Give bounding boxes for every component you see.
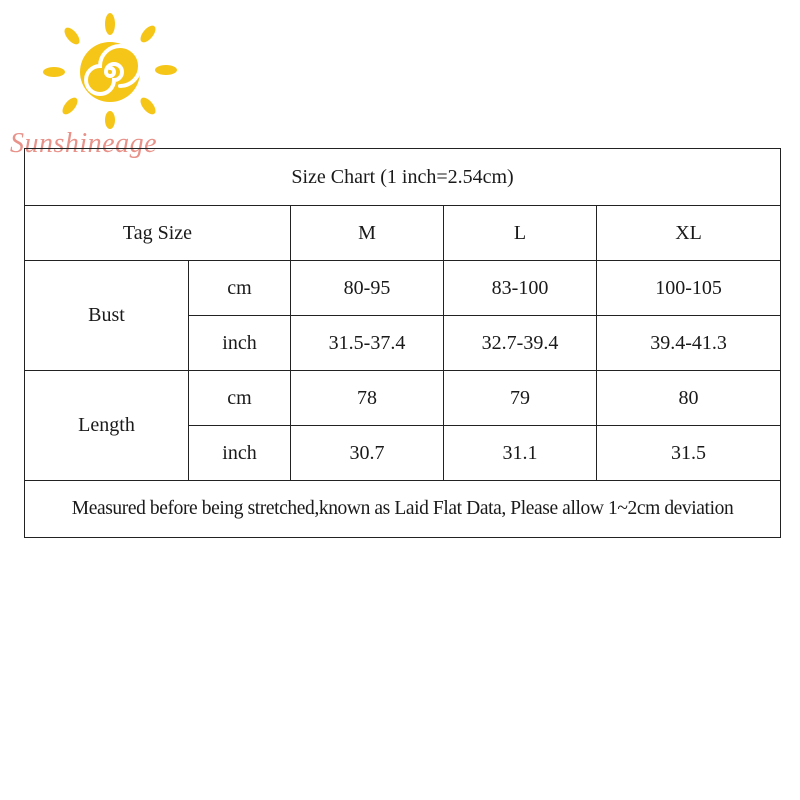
value-cell: 80-95: [291, 261, 444, 316]
value-cell: 83-100: [444, 261, 597, 316]
tag-size-label: Tag Size: [25, 206, 291, 261]
size-chart-title: Size Chart (1 inch=2.54cm): [25, 149, 781, 206]
sun-spiral-icon: [40, 12, 180, 132]
size-m-header: M: [291, 206, 444, 261]
measurement-note: Measured before being stretched,known as Laid Flat Data, Please allow 1~2cm deviation: [25, 481, 781, 538]
value-cell: 79: [444, 371, 597, 426]
table-row: [25, 261, 781, 316]
size-chart-table: [24, 148, 781, 538]
unit-cell: inch: [189, 426, 291, 481]
table-header-row: [25, 206, 781, 261]
value-cell: 31.1: [444, 426, 597, 481]
value-cell: 31.5-37.4: [291, 316, 444, 371]
table-title-row: [25, 149, 781, 206]
value-cell: 30.7: [291, 426, 444, 481]
table-note-row: [25, 481, 781, 538]
brand-name: Sunshineage: [10, 128, 158, 159]
unit-cell: cm: [189, 261, 291, 316]
length-label: Length: [25, 371, 189, 481]
value-cell: 31.5: [597, 426, 781, 481]
size-xl-header: XL: [597, 206, 781, 261]
bust-label: Bust: [25, 261, 189, 371]
value-cell: 100-105: [597, 261, 781, 316]
unit-cell: inch: [189, 316, 291, 371]
value-cell: 39.4-41.3: [597, 316, 781, 371]
table-row: [25, 371, 781, 426]
value-cell: 78: [291, 371, 444, 426]
brand-logo: [0, 0, 230, 170]
size-l-header: L: [444, 206, 597, 261]
unit-cell: cm: [189, 371, 291, 426]
value-cell: 80: [597, 371, 781, 426]
value-cell: 32.7-39.4: [444, 316, 597, 371]
